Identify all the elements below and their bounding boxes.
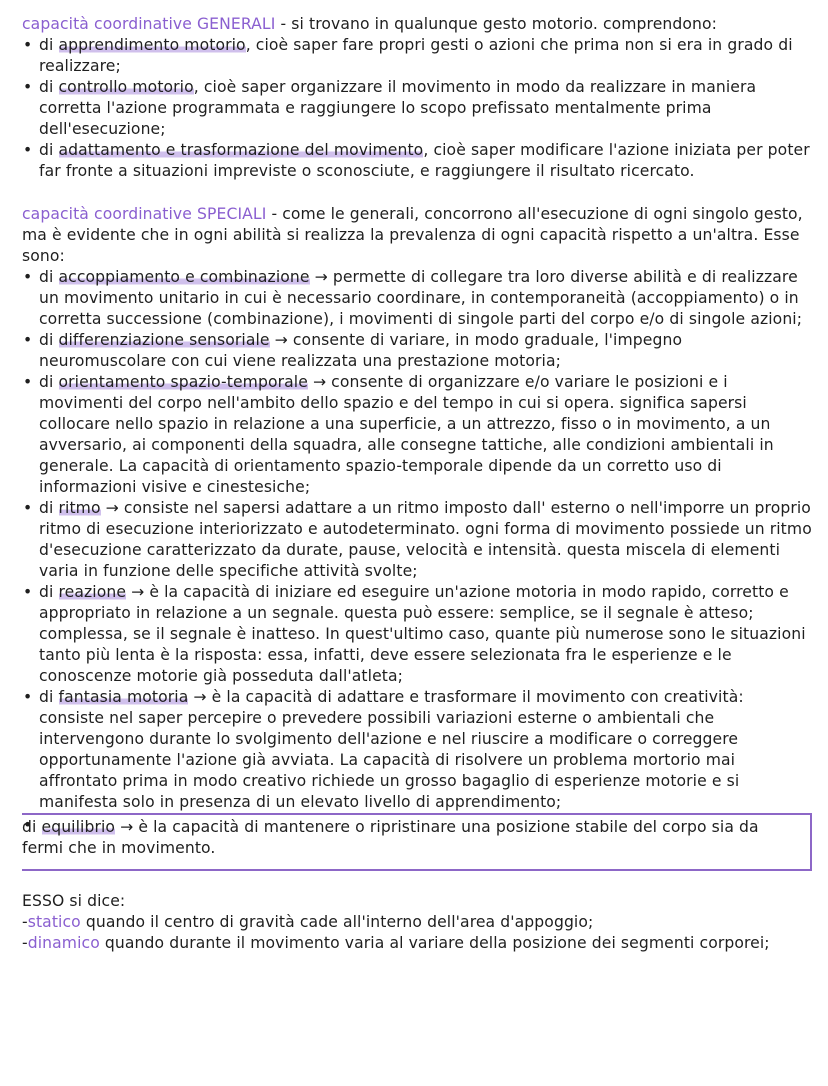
line-prefix: - <box>22 934 28 952</box>
item-prefix: di <box>39 78 59 96</box>
general-item-controllo <box>22 77 812 140</box>
item-text: , cioè saper fare propri gesti o azioni che prima non si era in grado di realizzare; <box>39 36 793 75</box>
notes-page <box>22 14 812 954</box>
item-term: apprendimento motorio <box>58 36 246 54</box>
item-prefix: di <box>39 583 59 601</box>
item-text: → è la capacità di mantenere o ripristinare una posizione stabile del corpo sia da fermi che in movimento. <box>22 818 759 857</box>
item-text: → consente di variare, in modo graduale, l'impegno neuromuscolare con cui viene realizzata una prestazione motoria; <box>39 331 683 370</box>
special-title: capacità coordinative SPECIALI <box>22 205 267 223</box>
special-item-fantasia <box>22 687 812 813</box>
special-header <box>22 204 812 267</box>
item-text: , cioè saper organizzare il movimento in modo da realizzare in maniera corretta l'azione programmata e raggiungere lo scopo prefissato mentalmente prima dell'esecuzione; <box>39 78 757 138</box>
general-list <box>22 35 812 182</box>
general-header <box>22 14 812 35</box>
special-item-accoppiamento <box>22 267 812 330</box>
special-list <box>22 267 812 871</box>
item-term: orientamento spazio-temporale <box>58 373 308 391</box>
general-title: capacità coordinative GENERALI <box>22 15 276 33</box>
item-prefix: di <box>39 373 59 391</box>
item-prefix: di <box>39 688 59 706</box>
section-gap <box>22 182 812 204</box>
item-text: → consente di organizzare e/o variare le posizioni e i movimenti del corpo nell'ambito dello spazio e del tempo in cui si opera. significa sapersi collocare nello spazio in relazione a una superficie, a un attrezzo, fisso o in movimento, a un avversario, ai componenti della squadra, alle consegne tattiche, alle condizioni ambientali in generale. La capacità di orientamento spazio-temporale dipende da un corretto uso di informazioni visive e cinestesiche; <box>39 373 774 496</box>
item-term: equilibrio <box>41 818 116 836</box>
item-term: reazione <box>58 583 127 601</box>
special-item-reazione <box>22 582 812 687</box>
item-term: accoppiamento e combinazione <box>58 268 310 286</box>
general-section <box>22 14 812 182</box>
general-intro: - si trovano in qualunque gesto motorio. comprendono: <box>275 15 718 33</box>
special-section <box>22 204 812 871</box>
item-term: differenziazione sensoriale <box>58 331 270 349</box>
item-text: → è la capacità di iniziare ed eseguire un'azione motoria in modo rapido, corretto e appropriato in relazione a un segnale. questa può essere: semplice, se il segnale è atteso; complessa, se il segnale è inatteso. In quest'ultimo caso, quante più numerose sono le situazioni tanto più lenta è la risposta: essa, infatti, deve essere selezionata fra le esperienze e le conoscenze motorie già posseduta dall'atleta; <box>39 583 806 685</box>
line-term: dinamico <box>27 934 100 952</box>
item-text: , cioè saper modificare l'azione iniziata per poter far fronte a situazioni impreviste o sconosciute, e raggiungere il risultato ricercato. <box>39 141 810 180</box>
item-text: → è la capacità di adattare e trasformare il movimento con creatività: consiste nel saper percepire o prevedere possibili variazioni esterne o ambientali che intervengono durante lo svolgimento dell'azione e nel riuscire a modificare o correggere opportunamente l'azione già avviata. La capacità di risolvere un problema mortorio mai affrontato prima in modo creativo richiede un grosso bagaglio di esperienze motorie e si manifesta solo in presenza di un elevato livello di apprendimento; <box>39 688 744 811</box>
item-prefix: di <box>39 331 59 349</box>
general-item-apprendimento <box>22 35 812 77</box>
item-prefix: di <box>39 268 59 286</box>
line-term: statico <box>27 913 81 931</box>
line-prefix: - <box>22 913 28 931</box>
line-text: quando il centro di gravità cade all'interno dell'area d'appoggio; <box>80 913 594 931</box>
line-text: quando durante il movimento varia al variare della posizione dei segmenti corporei; <box>99 934 770 952</box>
equilibrio-types-title: ESSO si dice: <box>22 892 126 910</box>
item-term: ritmo <box>58 499 101 517</box>
equilibrio-dinamico-line <box>22 933 812 954</box>
item-prefix: di <box>39 141 59 159</box>
general-item-adattamento <box>22 140 812 182</box>
item-prefix: di <box>22 818 42 836</box>
item-text: → permette di collegare tra loro diverse abilità e di realizzare un movimento unitario in cui è necessario coordinare, in contemporaneità (accoppiamento) o in corretta successione (combinazione), i movimenti di singole parti del corpo e/o di singole azioni; <box>39 268 803 328</box>
special-intro: - come le generali, concorrono all'esecuzione di ogni singolo gesto, ma è evidente che in ogni abilità si realizza la prevalenza di ogni capacità rispetto a un'altra. Esse sono: <box>22 205 803 265</box>
item-text: → consiste nel sapersi adattare a un ritmo imposto dall' esterno o nell'imporre un proprio ritmo di esecuzione interiorizzato e autodeterminato. ogni forma di movimento possiede un ritmo d'esecuzione caratterizzato da durate, pause, velocità e intensità. questa miscela di elementi varia in funzione delle specifiche attività svolte; <box>39 499 812 580</box>
special-item-ritmo <box>22 498 812 582</box>
item-term: controllo motorio <box>58 78 194 96</box>
item-prefix: di <box>39 499 59 517</box>
item-term: fantasia motoria <box>58 688 189 706</box>
special-item-differenziazione <box>22 330 812 372</box>
item-term: adattamento e trasformazione del movimento <box>58 141 424 159</box>
item-prefix: di <box>39 36 59 54</box>
equilibrio-types <box>22 891 812 954</box>
special-item-equilibrio <box>22 813 812 871</box>
special-item-orientamento <box>22 372 812 498</box>
equilibrio-statico-line <box>22 912 812 933</box>
